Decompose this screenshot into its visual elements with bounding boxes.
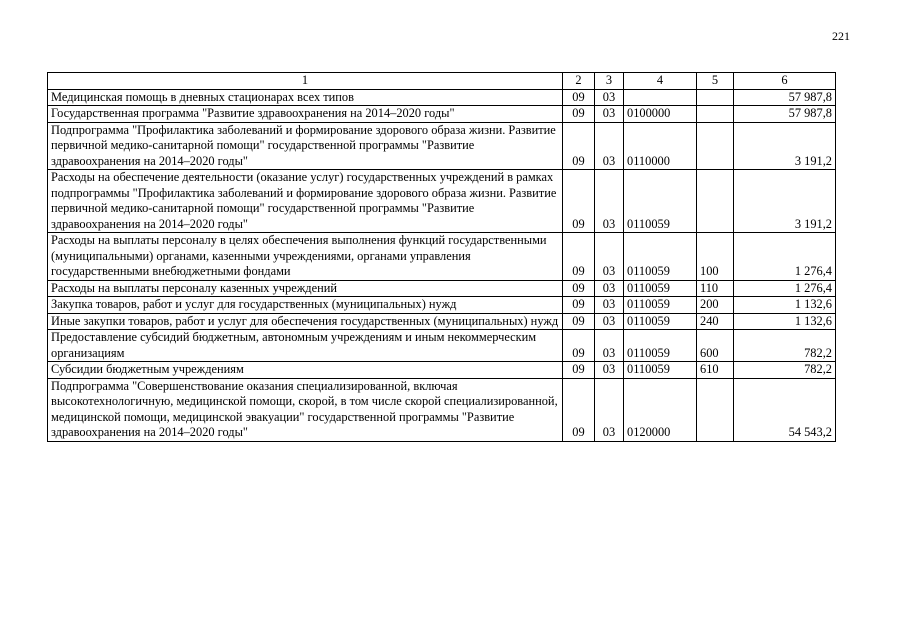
column-header: 1 (48, 73, 563, 90)
column-header: 6 (734, 73, 836, 90)
target-code: 0110000 (624, 122, 697, 170)
row-name: Государственная программа "Развитие здравоохранения на 2014–2020 годы" (48, 106, 563, 123)
row-name: Субсидии бюджетным учреждениям (48, 362, 563, 379)
section-code: 09 (563, 170, 595, 233)
amount: 1 276,4 (734, 280, 836, 297)
expense-type: 600 (697, 330, 734, 362)
column-header: 3 (595, 73, 624, 90)
table-row (48, 330, 836, 362)
column-header: 5 (697, 73, 734, 90)
amount: 54 543,2 (734, 378, 836, 441)
expense-type (697, 106, 734, 123)
target-code: 0110059 (624, 313, 697, 330)
row-name: Расходы на выплаты персоналу казенных учреждений (48, 280, 563, 297)
subsection-code: 03 (595, 378, 624, 441)
target-code (624, 89, 697, 106)
row-name: Подпрограмма "Совершенствование оказания специализированной, включая высокотехнологичную, медицинской помощи, скорой, в том числе скорой специализированной, медицинской помощи, медицинской эвакуации" государственной программы "Развитие здравоохранения на 2014–2020 годы" (48, 378, 563, 441)
column-header: 2 (563, 73, 595, 90)
expense-type: 610 (697, 362, 734, 379)
subsection-code: 03 (595, 233, 624, 281)
row-name: Медицинская помощь в дневных стационарах всех типов (48, 89, 563, 106)
expense-type (697, 170, 734, 233)
table-row (48, 233, 836, 281)
expense-type (697, 122, 734, 170)
table-row (48, 106, 836, 123)
budget-table (47, 72, 836, 442)
target-code: 0110059 (624, 170, 697, 233)
table-row (48, 170, 836, 233)
subsection-code: 03 (595, 362, 624, 379)
row-name: Иные закупки товаров, работ и услуг для обеспечения государственных (муниципальных) нужд (48, 313, 563, 330)
table-row (48, 89, 836, 106)
expense-type: 200 (697, 297, 734, 314)
expense-type: 110 (697, 280, 734, 297)
target-code: 0110059 (624, 362, 697, 379)
section-code: 09 (563, 378, 595, 441)
subsection-code: 03 (595, 170, 624, 233)
target-code: 0110059 (624, 297, 697, 314)
expense-type (697, 378, 734, 441)
section-code: 09 (563, 280, 595, 297)
amount: 1 276,4 (734, 233, 836, 281)
section-code: 09 (563, 362, 595, 379)
subsection-code: 03 (595, 106, 624, 123)
table-row (48, 280, 836, 297)
row-name: Расходы на выплаты персоналу в целях обеспечения выполнения функций государственными (муниципальными) органами, казенными учреждениями, органами управления государственными внебюджетными фондами (48, 233, 563, 281)
column-header: 4 (624, 73, 697, 90)
section-code: 09 (563, 313, 595, 330)
amount: 782,2 (734, 362, 836, 379)
row-name: Закупка товаров, работ и услуг для государственных (муниципальных) нужд (48, 297, 563, 314)
table-row (48, 362, 836, 379)
amount: 57 987,8 (734, 106, 836, 123)
subsection-code: 03 (595, 297, 624, 314)
subsection-code: 03 (595, 280, 624, 297)
page-number: 221 (832, 29, 850, 43)
expense-type: 100 (697, 233, 734, 281)
amount: 1 132,6 (734, 313, 836, 330)
subsection-code: 03 (595, 313, 624, 330)
header-row (48, 73, 836, 90)
subsection-code: 03 (595, 122, 624, 170)
row-name: Расходы на обеспечение деятельности (оказание услуг) государственных учреждений в рамках подпрограммы "Профилактика заболеваний и формирование здорового образа жизни. Развитие первичной медико-санитарной помощи" государственной программы "Развитие здравоохранения на 2014–2020 годы" (48, 170, 563, 233)
table-row (48, 297, 836, 314)
section-code: 09 (563, 122, 595, 170)
section-code: 09 (563, 330, 595, 362)
amount: 1 132,6 (734, 297, 836, 314)
table-row (48, 378, 836, 441)
amount: 3 191,2 (734, 122, 836, 170)
amount: 57 987,8 (734, 89, 836, 106)
table-row (48, 122, 836, 170)
expense-type (697, 89, 734, 106)
amount: 782,2 (734, 330, 836, 362)
target-code: 0110059 (624, 233, 697, 281)
subsection-code: 03 (595, 330, 624, 362)
amount: 3 191,2 (734, 170, 836, 233)
table-row (48, 313, 836, 330)
subsection-code: 03 (595, 89, 624, 106)
expense-type: 240 (697, 313, 734, 330)
target-code: 0100000 (624, 106, 697, 123)
row-name: Предоставление субсидий бюджетным, автономным учреждениям и иным некоммерческим организациям (48, 330, 563, 362)
target-code: 0110059 (624, 280, 697, 297)
section-code: 09 (563, 106, 595, 123)
section-code: 09 (563, 233, 595, 281)
section-code: 09 (563, 89, 595, 106)
row-name: Подпрограмма "Профилактика заболеваний и формирование здорового образа жизни. Развитие первичной медико-санитарной помощи" государственной программы "Развитие здравоохранения на 2014–2020 годы" (48, 122, 563, 170)
section-code: 09 (563, 297, 595, 314)
target-code: 0120000 (624, 378, 697, 441)
target-code: 0110059 (624, 330, 697, 362)
